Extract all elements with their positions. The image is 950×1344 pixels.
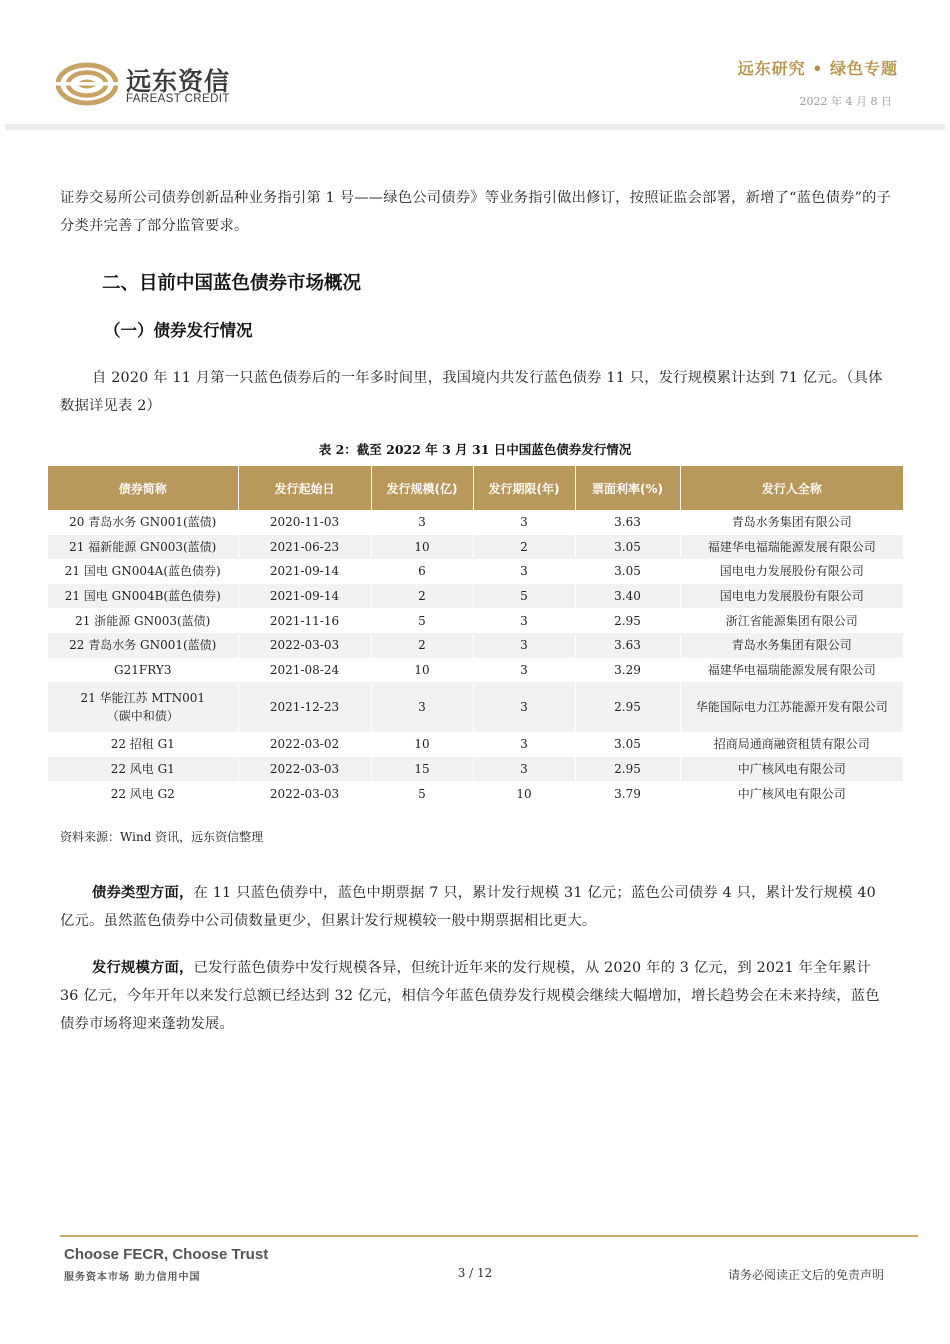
bond-name-cell: 22 风电 G2 xyxy=(48,781,238,806)
issue-size-cell: 10 xyxy=(371,535,473,560)
footer-divider xyxy=(60,1235,918,1237)
issue-date-cell: 2022-03-03 xyxy=(238,757,371,782)
intro-paragraph: 证券交易所公司债券创新品种业务指引第 1 号——绿色公司债券》等业务指引做出修订，按照证监会部署，新增了“蓝色债券”的子分类并完善了部分监管要求。 xyxy=(60,190,892,234)
issue-size-cell: 10 xyxy=(371,658,473,683)
issue-size-cell: 10 xyxy=(371,732,473,757)
issuer-cell: 中广核风电有限公司 xyxy=(680,757,903,782)
bond-name-cell: 21 福新能源 GN003(蓝债) xyxy=(48,535,238,560)
term-cell: 3 xyxy=(473,658,575,683)
coupon-rate-cell: 2.95 xyxy=(575,608,680,633)
issuer-cell: 国电电力发展股份有限公司 xyxy=(680,584,903,609)
bond-name-line: （碳中和债） xyxy=(106,709,179,724)
issue-date-cell: 2021-12-23 xyxy=(238,682,371,732)
term-cell: 3 xyxy=(473,510,575,535)
issuer-cell: 青岛水务集团有限公司 xyxy=(680,633,903,658)
table-caption: 表 2：截至 2022 年 3 月 31 日中国蓝色债券发行情况 xyxy=(318,442,632,457)
coupon-rate-cell: 2.95 xyxy=(575,682,680,732)
paragraph-issuance: 自 2020 年 11 月第一只蓝色债券后的一年多时间里，我国境内共发行蓝色债券 11 只，发行规模累计达到 71 亿元。（具体数据详见表 2） xyxy=(60,370,883,414)
coupon-rate-cell: 3.79 xyxy=(575,781,680,806)
report-date: 2022 年 4 月 8 日 xyxy=(799,95,892,108)
issue-date-cell: 2021-09-14 xyxy=(238,559,371,584)
bond-name-cell: 21 浙能源 GN003(蓝债) xyxy=(48,608,238,633)
term-cell: 5 xyxy=(473,584,575,609)
col-header-issue-date: 发行起始日 xyxy=(238,466,371,510)
term-cell: 3 xyxy=(473,608,575,633)
issue-size-cell: 5 xyxy=(371,608,473,633)
table-row xyxy=(48,633,903,658)
bond-name-line: 21 华能江苏 MTN001 xyxy=(80,691,206,706)
bond-name-cell: 22 青岛水务 GN001(蓝债) xyxy=(48,633,238,658)
term-cell: 3 xyxy=(473,757,575,782)
coupon-rate-cell: 3.63 xyxy=(575,633,680,658)
bond-name-cell: 22 风电 G1 xyxy=(48,757,238,782)
table-row xyxy=(48,658,903,683)
col-header-coupon-rate: 票面利率(%) xyxy=(575,466,680,510)
issue-size-cell: 6 xyxy=(371,559,473,584)
col-header-term: 发行期限(年) xyxy=(473,466,575,510)
table-source-note: 资料来源：Wind 资讯，远东资信整理 xyxy=(60,830,264,844)
bond-name-cell: 21 国电 GN004A(蓝色债券) xyxy=(48,559,238,584)
paragraph-bond-type xyxy=(60,879,892,935)
table-row xyxy=(48,732,903,757)
coupon-rate-cell: 3.05 xyxy=(575,732,680,757)
term-cell: 3 xyxy=(473,559,575,584)
logo-chinese-name: 远东资信 xyxy=(126,67,231,96)
coupon-rate-cell: 2.95 xyxy=(575,757,680,782)
issuer-cell: 青岛水务集团有限公司 xyxy=(680,510,903,535)
logo-english-name: FAREAST CREDIT xyxy=(126,93,230,105)
col-header-issue-size: 发行规模(亿) xyxy=(371,466,473,510)
table-row xyxy=(48,535,903,560)
footer-disclaimer: 请务必阅读正文后的免责声明 xyxy=(727,1268,884,1282)
issue-date-cell: 2022-03-03 xyxy=(238,633,371,658)
bond-name-cell xyxy=(48,682,238,732)
paragraph-lead: 发行规模方面， xyxy=(92,960,194,976)
issue-size-cell: 3 xyxy=(371,682,473,732)
issue-size-cell: 3 xyxy=(371,510,473,535)
issuer-cell: 华能国际电力江苏能源开发有限公司 xyxy=(680,682,903,732)
section-title: 二、目前中国蓝色债券市场概况 xyxy=(102,273,362,294)
issuer-cell: 中广核风电有限公司 xyxy=(680,781,903,806)
table-row xyxy=(48,757,903,782)
paragraph-text: 已发行蓝色债券中发行规模各异，但统计近年来的发行规模，从 2020 年的 3 亿元，到 2021 年全年累计 36 亿元，今年开年以来发行总额已经达到 32 亿元，相信今年蓝色债券发行规模会继续大幅增加，增长趋势会在未来持续，蓝色债券市场将迎来蓬勃发展。 xyxy=(60,960,880,1032)
term-cell: 10 xyxy=(473,781,575,806)
issue-date-cell: 2021-06-23 xyxy=(238,535,371,560)
coupon-rate-cell: 3.40 xyxy=(575,584,680,609)
table-row xyxy=(48,608,903,633)
issuer-cell: 福建华电福瑞能源发展有限公司 xyxy=(680,535,903,560)
issuer-cell: 国电电力发展股份有限公司 xyxy=(680,559,903,584)
issue-date-cell: 2020-11-03 xyxy=(238,510,371,535)
bond-name-cell: 21 国电 GN004B(蓝色债券) xyxy=(48,584,238,609)
coupon-rate-cell: 3.63 xyxy=(575,510,680,535)
issue-size-cell: 2 xyxy=(371,633,473,658)
paragraph-lead: 债券类型方面， xyxy=(92,885,194,901)
issue-date-cell: 2022-03-02 xyxy=(238,732,371,757)
subsection-title: （一）债券发行情况 xyxy=(104,321,253,340)
fareast-logo-icon xyxy=(56,62,118,106)
footer-subtitle: 服务资本市场 助力信用中国 xyxy=(64,1272,201,1283)
term-cell: 3 xyxy=(473,682,575,732)
paragraph-issue-scale xyxy=(60,954,892,1038)
table-row xyxy=(48,682,903,732)
report-series-title: 远东研究 • 绿色专题 xyxy=(737,59,898,78)
table-header-row xyxy=(48,466,903,510)
coupon-rate-cell: 3.05 xyxy=(575,559,680,584)
table-row xyxy=(48,559,903,584)
issue-size-cell: 5 xyxy=(371,781,473,806)
paragraph-text: 在 11 只蓝色债券中，蓝色中期票据 7 只，累计发行规模 31 亿元；蓝色公司债券 4 只，累计发行规模 40 亿元。虽然蓝色债券中公司债数量更少，但累计发行规模较一般中期票据相比更大。 xyxy=(60,885,876,929)
term-cell: 2 xyxy=(473,535,575,560)
issue-date-cell: 2021-08-24 xyxy=(238,658,371,683)
blue-bond-table xyxy=(48,466,903,806)
table-row xyxy=(48,584,903,609)
header-divider xyxy=(5,124,945,130)
bond-name-cell: G21FRY3 xyxy=(48,658,238,683)
table-row xyxy=(48,510,903,535)
issue-date-cell: 2021-09-14 xyxy=(238,584,371,609)
issue-size-cell: 15 xyxy=(371,757,473,782)
col-header-bond-name: 债券简称 xyxy=(48,466,238,510)
issue-date-cell: 2022-03-03 xyxy=(238,781,371,806)
table-row xyxy=(48,781,903,806)
issuer-cell: 浙江省能源集团有限公司 xyxy=(680,608,903,633)
issue-date-cell: 2021-11-16 xyxy=(238,608,371,633)
issuer-cell: 招商局通商融资租赁有限公司 xyxy=(680,732,903,757)
term-cell: 3 xyxy=(473,732,575,757)
page-number: 3 / 12 xyxy=(457,1266,493,1280)
coupon-rate-cell: 3.29 xyxy=(575,658,680,683)
coupon-rate-cell: 3.05 xyxy=(575,535,680,560)
term-cell: 3 xyxy=(473,633,575,658)
bond-name-cell: 22 招租 G1 xyxy=(48,732,238,757)
footer-slogan: Choose FECR, Choose Trust xyxy=(64,1246,269,1263)
issue-size-cell: 2 xyxy=(371,584,473,609)
issuer-cell: 福建华电福瑞能源发展有限公司 xyxy=(680,658,903,683)
col-header-issuer: 发行人全称 xyxy=(680,466,903,510)
bond-name-cell: 20 青岛水务 GN001(蓝债) xyxy=(48,510,238,535)
